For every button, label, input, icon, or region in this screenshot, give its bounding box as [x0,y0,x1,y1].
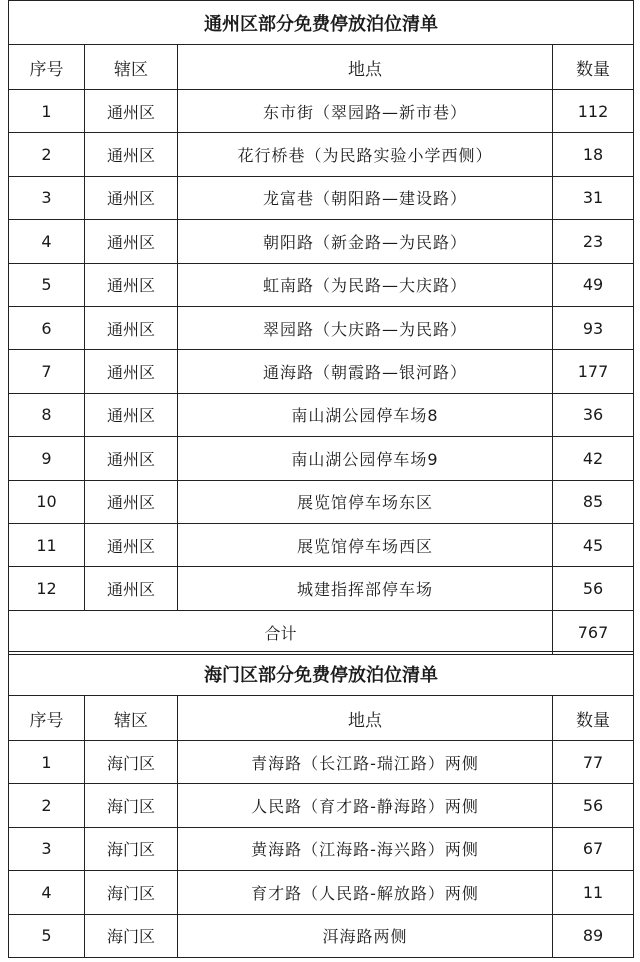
row-count: 89 [553,914,634,957]
header-district: 辖区 [85,696,178,741]
row-count: 112 [553,90,634,133]
row-district: 通州区 [85,306,178,349]
row-count: 77 [553,741,634,784]
row-location: 展览馆停车场东区 [178,480,553,523]
table-row [9,263,634,306]
table-row [9,90,634,133]
row-location: 城建指挥部停车场 [178,567,553,610]
row-count: 42 [553,437,634,480]
row-location: 虹南路（为民路—大庆路） [178,263,553,306]
table-row [9,567,634,610]
row-district: 通州区 [85,350,178,393]
table-row [9,480,634,523]
total-value: 767 [553,610,634,654]
table-row [9,176,634,219]
row-district: 通州区 [85,523,178,566]
table-row [9,871,634,914]
table-row [9,827,634,870]
row-district: 通州区 [85,567,178,610]
row-district: 通州区 [85,176,178,219]
table-row [9,784,634,827]
row-index: 1 [9,741,85,784]
row-index: 4 [9,871,85,914]
row-count: 11 [553,871,634,914]
row-count: 18 [553,133,634,176]
row-count: 85 [553,480,634,523]
row-district: 通州区 [85,263,178,306]
row-index: 8 [9,393,85,436]
row-location: 育才路（人民路-解放路）两侧 [178,871,553,914]
row-location: 通海路（朝霞路—银河路） [178,350,553,393]
row-count: 67 [553,827,634,870]
table-row [9,133,634,176]
row-count: 177 [553,350,634,393]
row-district: 通州区 [85,220,178,263]
row-count: 31 [553,176,634,219]
row-index: 10 [9,480,85,523]
header-index: 序号 [9,696,85,741]
row-index: 5 [9,263,85,306]
row-district: 海门区 [85,741,178,784]
row-index: 7 [9,350,85,393]
haimen-table-title: 海门区部分免费停放泊位清单 [9,652,634,696]
row-index: 12 [9,567,85,610]
row-district: 通州区 [85,480,178,523]
row-location: 南山湖公园停车场8 [178,393,553,436]
tongzhou-parking-table [8,0,634,655]
row-district: 通州区 [85,90,178,133]
row-district: 通州区 [85,133,178,176]
row-index: 4 [9,220,85,263]
row-location: 洱海路两侧 [178,914,553,957]
row-index: 2 [9,133,85,176]
row-count: 49 [553,263,634,306]
row-location: 朝阳路（新金路—为民路） [178,220,553,263]
row-location: 花行桥巷（为民路实验小学西侧） [178,133,553,176]
row-location: 东市街（翠园路—新市巷） [178,90,553,133]
row-index: 6 [9,306,85,349]
row-district: 通州区 [85,437,178,480]
header-count: 数量 [553,45,634,90]
row-district: 海门区 [85,914,178,957]
header-location: 地点 [178,696,553,741]
row-index: 5 [9,914,85,957]
table-row [9,350,634,393]
table-row [9,741,634,784]
row-count: 36 [553,393,634,436]
total-row [9,610,634,654]
row-location: 翠园路（大庆路—为民路） [178,306,553,349]
row-location: 青海路（长江路-瑞江路）两侧 [178,741,553,784]
total-label: 合计 [9,610,553,654]
row-district: 海门区 [85,871,178,914]
header-count: 数量 [553,696,634,741]
table-row [9,220,634,263]
table-row [9,914,634,957]
row-count: 56 [553,567,634,610]
header-location: 地点 [178,45,553,90]
row-district: 通州区 [85,393,178,436]
row-location: 黄海路（江海路-海兴路）两侧 [178,827,553,870]
row-count: 23 [553,220,634,263]
table-row [9,437,634,480]
row-index: 1 [9,90,85,133]
table-row [9,306,634,349]
row-district: 海门区 [85,784,178,827]
header-index: 序号 [9,45,85,90]
row-location: 龙富巷（朝阳路—建设路） [178,176,553,219]
row-index: 3 [9,827,85,870]
row-count: 45 [553,523,634,566]
table-row [9,393,634,436]
row-index: 9 [9,437,85,480]
row-location: 人民路（育才路-静海路）两侧 [178,784,553,827]
row-location: 展览馆停车场西区 [178,523,553,566]
row-district: 海门区 [85,827,178,870]
haimen-parking-table [8,651,634,958]
tongzhou-table-title: 通州区部分免费停放泊位清单 [9,1,634,45]
row-index: 3 [9,176,85,219]
header-district: 辖区 [85,45,178,90]
row-location: 南山湖公园停车场9 [178,437,553,480]
row-index: 2 [9,784,85,827]
row-index: 11 [9,523,85,566]
table-row [9,523,634,566]
row-count: 93 [553,306,634,349]
row-count: 56 [553,784,634,827]
